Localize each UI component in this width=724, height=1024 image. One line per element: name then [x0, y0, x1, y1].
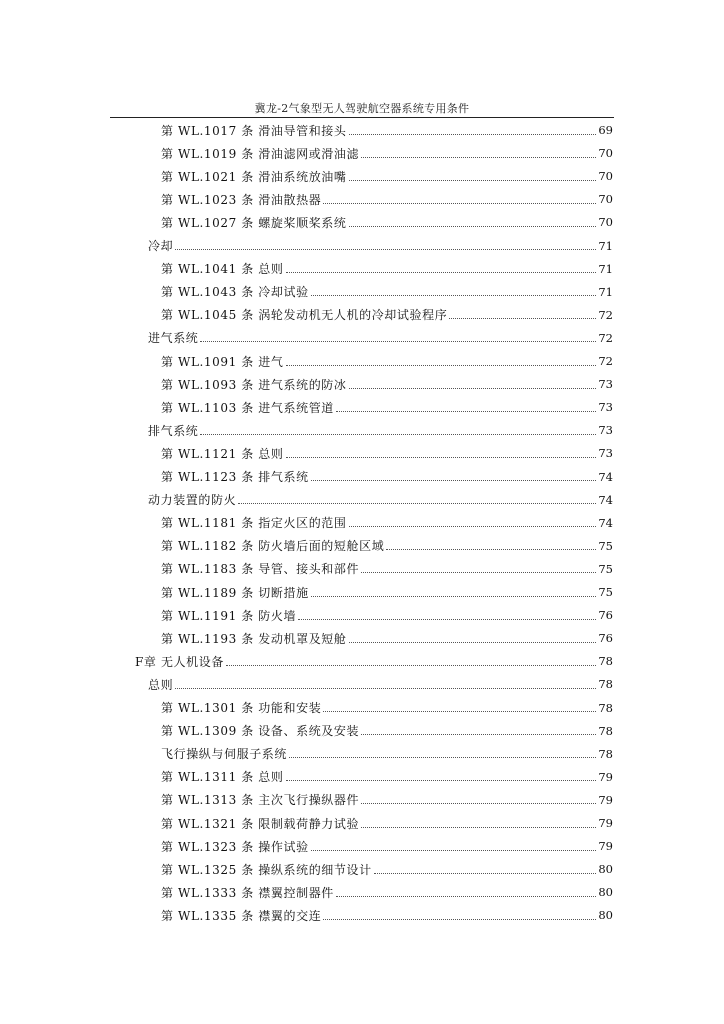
toc-page-number: 76 — [598, 631, 613, 646]
page-header-title: 冀龙-2气象型无人驾驶航空器系统专用条件 — [254, 102, 470, 115]
toc-entry[interactable] — [161, 165, 613, 187]
toc-page-number: 72 — [598, 307, 613, 322]
toc-page-number: 78 — [598, 700, 613, 715]
dot-leader — [298, 619, 596, 620]
dot-leader — [336, 896, 596, 897]
toc-entry[interactable] — [161, 142, 613, 164]
dot-leader — [238, 503, 596, 504]
toc-entry[interactable] — [161, 442, 613, 464]
toc-entry[interactable] — [161, 627, 613, 649]
toc-page-number: 71 — [598, 284, 613, 299]
toc-entry-title: 第 WL.1193 条 发动机罩及短舱 — [161, 631, 347, 646]
toc-entry-title: 第 WL.1321 条 限制载荷静力试验 — [161, 816, 360, 831]
dot-leader — [386, 549, 596, 550]
toc-entry[interactable] — [161, 188, 613, 210]
toc-page-number: 73 — [598, 377, 613, 392]
toc-entry-title: 动力装置的防火 — [148, 493, 237, 508]
toc-entry-title: 第 WL.1325 条 操纵系统的细节设计 — [161, 862, 372, 877]
dot-leader — [349, 226, 597, 227]
toc-entry-title: 第 WL.1313 条 主次飞行操纵器件 — [161, 793, 360, 808]
toc-entry-title: 第 WL.1301 条 功能和安装 — [161, 701, 322, 715]
toc-page-number: 78 — [598, 654, 613, 669]
toc-page-number: 79 — [598, 816, 613, 830]
dot-leader — [361, 734, 596, 735]
toc-entry[interactable] — [161, 512, 613, 534]
dot-leader — [449, 318, 596, 319]
toc-entry-title: 第 WL.1123 条 排气系统 — [161, 470, 309, 484]
toc-entry[interactable] — [161, 904, 613, 926]
dot-leader — [361, 803, 596, 804]
toc-entry[interactable] — [161, 396, 613, 418]
toc-page-number: 80 — [598, 862, 613, 877]
toc-entry[interactable] — [161, 743, 613, 765]
toc-entry-title: 第 WL.1019 条 滑油滤网或滑油滤 — [161, 146, 360, 161]
toc-page-number: 75 — [598, 585, 613, 599]
toc-entry[interactable] — [161, 211, 613, 233]
toc-entry-title: 第 WL.1309 条 设备、系统及安装 — [161, 724, 360, 739]
toc-entry-title: F章 无人机设备 — [135, 654, 224, 669]
toc-page-number: 70 — [598, 146, 613, 161]
toc-page-number: 76 — [598, 608, 613, 623]
dot-leader — [361, 827, 596, 828]
toc-entry[interactable] — [161, 789, 613, 811]
toc-entry-title: 第 WL.1323 条 操作试验 — [161, 839, 309, 854]
toc-entry[interactable] — [161, 697, 613, 719]
toc-entry-title: 总则 — [148, 677, 174, 692]
dot-leader — [374, 873, 597, 874]
toc-page-number: 70 — [598, 192, 613, 207]
dot-leader — [286, 780, 597, 781]
toc-page-number: 73 — [598, 423, 613, 438]
toc-page-number: 72 — [598, 354, 613, 368]
toc-entry[interactable] — [161, 881, 613, 903]
toc-entry-title: 第 WL.1181 条 指定火区的范围 — [161, 516, 347, 531]
toc-page-number: 80 — [598, 908, 613, 923]
toc-entry-title: 第 WL.1311 条 总则 — [161, 770, 284, 785]
toc-entry[interactable] — [148, 489, 613, 511]
toc-entry[interactable] — [161, 720, 613, 742]
dot-leader — [361, 572, 596, 573]
dot-leader — [361, 157, 596, 158]
dot-leader — [200, 434, 596, 435]
toc-entry[interactable] — [161, 858, 613, 880]
toc-entry-title: 第 WL.1183 条 导管、接头和部件 — [161, 562, 360, 577]
toc-entry-title: 第 WL.1189 条 切断措施 — [161, 585, 309, 600]
dot-leader — [175, 688, 596, 689]
dot-leader — [349, 526, 597, 527]
toc-entry-title: 第 WL.1093 条 进气系统的防冰 — [161, 377, 347, 392]
dot-leader — [286, 272, 597, 273]
toc-page-number: 73 — [598, 400, 613, 415]
toc-page-number: 79 — [598, 839, 613, 854]
dot-leader — [286, 365, 597, 366]
toc-page-number: 72 — [598, 330, 613, 345]
toc-entry[interactable] — [161, 812, 613, 834]
dot-leader — [323, 711, 596, 712]
toc-entry-title: 第 WL.1021 条 滑油系统放油嘴 — [161, 169, 347, 184]
toc-entry[interactable] — [161, 835, 613, 857]
toc-entry-title: 第 WL.1027 条 螺旋桨顺桨系统 — [161, 215, 347, 230]
toc-page-number: 70 — [598, 169, 613, 184]
toc-entry[interactable] — [161, 558, 613, 580]
toc-entry[interactable] — [148, 327, 613, 349]
toc-entry[interactable] — [148, 235, 613, 257]
dot-leader — [336, 411, 596, 412]
toc-page-number: 78 — [598, 677, 613, 692]
dot-leader — [226, 665, 596, 666]
toc-entry-title: 第 WL.1041 条 总则 — [161, 262, 284, 277]
toc-page-number: 71 — [598, 261, 613, 276]
toc-entry-title: 第 WL.1023 条 滑油散热器 — [161, 192, 322, 207]
toc-entry-title: 第 WL.1091 条 进气 — [161, 354, 284, 369]
dot-leader — [289, 757, 596, 758]
toc-entry[interactable] — [161, 766, 613, 788]
toc-page-number: 79 — [598, 792, 613, 807]
toc-entry-title: 第 WL.1043 条 冷却试验 — [161, 285, 309, 300]
toc-entry-title: 第 WL.1333 条 襟翼控制器件 — [161, 885, 334, 900]
toc-entry[interactable] — [161, 281, 613, 303]
toc-entry-title: 第 WL.1017 条 滑油导管和接头 — [161, 123, 347, 138]
toc-entry-title: 第 WL.1045 条 涡轮发动机无人机的冷却试验程序 — [161, 308, 448, 323]
toc-entry[interactable] — [161, 604, 613, 626]
toc-page-number: 71 — [598, 238, 613, 253]
toc-page-number: 75 — [598, 538, 613, 553]
toc-entry[interactable] — [148, 673, 613, 695]
toc-page-number: 80 — [598, 885, 613, 900]
toc-page-number: 74 — [598, 492, 613, 507]
toc-entry[interactable] — [148, 419, 613, 441]
dot-leader — [175, 249, 596, 250]
toc-page-number: 78 — [598, 746, 613, 761]
toc-entry[interactable] — [161, 119, 613, 141]
toc-page-number: 75 — [598, 561, 613, 576]
dot-leader — [311, 295, 597, 296]
toc-entry[interactable] — [161, 373, 613, 395]
toc-entry-title: 第 WL.1103 条 进气系统管道 — [161, 400, 334, 415]
toc-entry[interactable] — [161, 466, 613, 488]
dot-leader — [311, 596, 597, 597]
toc-entry-title: 第 WL.1191 条 防火墙 — [161, 608, 297, 623]
toc-entry-title: 第 WL.1182 条 防火墙后面的短舱区域 — [161, 539, 385, 554]
toc-entry[interactable] — [161, 304, 613, 326]
toc-entry[interactable] — [135, 650, 613, 672]
dot-leader — [349, 388, 597, 389]
toc-page-number: 70 — [598, 215, 613, 230]
toc-entry[interactable] — [161, 258, 613, 280]
dot-leader — [286, 457, 597, 458]
dot-leader — [349, 642, 597, 643]
toc-entry-title: 第 WL.1335 条 襟翼的交连 — [161, 908, 322, 923]
header-divider — [110, 117, 614, 118]
toc-page-number: 78 — [598, 723, 613, 738]
toc-entry[interactable] — [161, 535, 613, 557]
toc-entry[interactable] — [161, 350, 613, 372]
toc-entry-title: 排气系统 — [148, 423, 199, 438]
toc-page-number: 69 — [598, 123, 613, 137]
dot-leader — [349, 134, 597, 135]
toc-entry[interactable] — [161, 581, 613, 603]
toc-entry-title: 第 WL.1121 条 总则 — [161, 446, 284, 461]
toc-entry-title: 飞行操纵与伺服子系统 — [161, 747, 288, 762]
toc-page-number: 79 — [598, 769, 613, 784]
dot-leader — [311, 850, 597, 851]
toc-page-number: 74 — [598, 469, 613, 484]
toc-page-number: 73 — [598, 446, 613, 461]
dot-leader — [311, 480, 597, 481]
dot-leader — [200, 341, 596, 342]
dot-leader — [349, 180, 597, 181]
dot-leader — [323, 919, 596, 920]
toc-page-number: 74 — [598, 515, 613, 530]
toc-entry-title: 进气系统 — [148, 331, 199, 346]
toc-entry-title: 冷却 — [148, 239, 174, 253]
dot-leader — [323, 203, 596, 204]
